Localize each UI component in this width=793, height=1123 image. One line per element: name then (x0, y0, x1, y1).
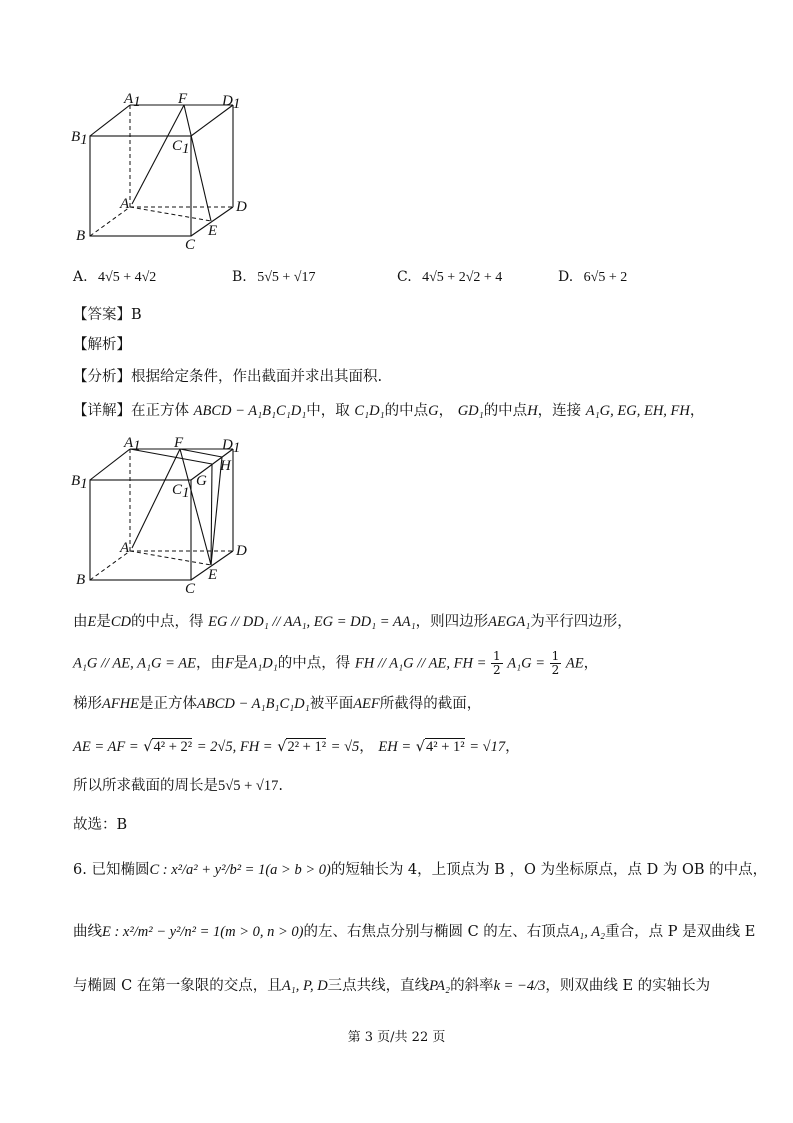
detail-seg1: C₁D₁ (354, 403, 385, 419)
l1-t3: 的中点，得 (131, 614, 204, 630)
detail-text-3: 的中点 (384, 403, 429, 419)
l2-t1: ，由 (195, 655, 225, 672)
label-b: B (76, 228, 86, 244)
l1-t4: ，则四边形 (415, 614, 489, 630)
l2-t4: ， (583, 655, 599, 672)
label2-g: G (196, 473, 207, 489)
label-c1: C1 (172, 138, 190, 157)
q6-ellipse: C : x²/a² + y²/b² = 1(a > b > 0) (149, 862, 331, 878)
detail-seg2: GD₁ (457, 403, 484, 419)
option-b-value: 5√5 + √17 (257, 270, 316, 285)
l3-trap: AFHE (102, 696, 140, 712)
label2-a1: A1 (124, 435, 141, 454)
detail-text-1: 在正方体 (131, 403, 189, 419)
q6-a1a2: A₁, A₂ (570, 924, 606, 940)
l2-seg: A₁D₁ (248, 655, 278, 672)
detail-h: H (527, 403, 538, 419)
cube2-line-fh (180, 449, 222, 457)
detail-text-5: 的中点 (483, 403, 528, 419)
l4-eq1: = 2√5, FH = (196, 739, 273, 755)
l4-sqrt-3: √4² + 1² (415, 739, 465, 755)
label-c: C (185, 237, 196, 252)
cube2-line-af (132, 449, 180, 548)
cube2-hidden-ae (130, 551, 211, 565)
l1-cd: CD (110, 614, 132, 630)
label2-e: E (208, 567, 218, 583)
detail-text-7: ， (689, 403, 705, 419)
label2-d: D (236, 543, 247, 559)
option-c-label: C. (397, 269, 412, 285)
label2-c1: C1 (172, 482, 190, 501)
l2-frac-1: $\frac{1}{2}$ (492, 649, 501, 677)
cube1-edge-c1d1 (191, 105, 233, 136)
label-f: F (178, 92, 188, 107)
l1-t2: 是 (96, 614, 111, 630)
q6-l1-b: 的短轴长为 4，上顶点为 B ，O 为坐标原点，点 D 为 OB 的中点， (330, 862, 768, 878)
fenxi-text: 根据给定条件，作出截面并求出其面积. (131, 369, 383, 385)
cube-figure-1 (70, 92, 260, 252)
q6-apd: A₁, P, D (281, 978, 328, 994)
l2-t2: 是 (233, 655, 249, 672)
l1-e: E (87, 614, 97, 630)
cube1-hidden-ae (130, 207, 211, 221)
cube1-line-fe (184, 105, 211, 221)
l2-ae: AE (565, 655, 584, 672)
detail-tag: 【详解】 (73, 403, 131, 419)
q6-line-1 (73, 860, 767, 880)
fenxi-tag: 【分析】 (73, 369, 131, 385)
l4-eq2: = √5 (330, 739, 360, 755)
cube-figure-2 (70, 433, 260, 598)
cube2-line-a1g (130, 449, 212, 464)
label-e: E (208, 223, 218, 239)
l5-val: 5√5 + √17 (218, 778, 279, 794)
l4-sqrt-1: √4² + 2² (143, 739, 193, 755)
option-a-value: 4√5 + 4√2 (98, 270, 157, 285)
solution-line-4 (73, 737, 520, 757)
label-d: D (236, 199, 247, 215)
answer-line (73, 305, 142, 325)
label-d1: D1 (222, 93, 241, 112)
choose-line: 故选：B (73, 817, 128, 833)
l2-expr1: A₁G // AE, A₁G = AE (73, 655, 196, 672)
option-a[interactable] (73, 267, 156, 288)
option-c[interactable] (397, 267, 502, 288)
label2-a: A (120, 540, 130, 556)
option-a-label: A. (73, 269, 88, 285)
option-b-label: B. (232, 269, 247, 285)
solution-line-1 (73, 612, 632, 632)
solution-line-3 (73, 694, 481, 714)
label-a1: A1 (124, 92, 141, 110)
q6-l3-c: 的斜率 (450, 978, 494, 994)
page-footer: 第 3 页/共 22 页 (347, 1030, 446, 1045)
q6-slope: k = −4/3 (493, 978, 546, 994)
option-d[interactable] (558, 267, 627, 288)
solution-line-5 (73, 776, 283, 796)
l4-eh: EH = (378, 739, 412, 755)
q6-line-3 (73, 976, 710, 996)
detail-text-6: ，连接 (537, 403, 582, 419)
label2-c: C (185, 581, 196, 597)
cube2-edge-b1a1 (90, 449, 130, 480)
l5-end: . (278, 778, 283, 794)
label2-b1: B1 (71, 473, 88, 492)
q6-l3-d: ，则双曲线 E 的实轴长为 (545, 978, 711, 994)
label-b1: B1 (71, 129, 88, 148)
l2-f: F (224, 655, 234, 672)
l2-t3: 的中点，得 (277, 655, 351, 672)
label2-b: B (76, 572, 86, 588)
cube2-line-fe (180, 449, 211, 565)
l3-t1: 梯形 (73, 696, 102, 712)
option-c-value: 4√5 + 2√2 + 4 (422, 270, 503, 285)
q6-hyper: E : x²/m² − y²/n² = 1(m > 0, n > 0) (102, 924, 304, 940)
cube2-line-ge (211, 464, 212, 565)
l1-t1: 由 (73, 614, 88, 630)
l1-expr: EG // DD₁ // AA₁, EG = DD₁ = AA₁ (208, 614, 416, 630)
l4-sqrt-2: √2² + 1² (277, 739, 327, 755)
q6-l2-b: 的左、右焦点分别与椭圆 C 的左、右顶点 (303, 924, 571, 940)
answer-tag: 【答案】 (73, 307, 131, 323)
q6-line-2 (73, 922, 755, 942)
l4-sep: ， (359, 739, 374, 755)
q6-l2-a: 曲线 (73, 924, 102, 940)
fenxi-line (73, 367, 382, 387)
detail-g: G (428, 403, 439, 419)
cube1-line-af (132, 105, 184, 204)
l1-quad: AEGA₁ (488, 614, 531, 630)
detail-text-4: ， (438, 403, 454, 419)
l4-eq3: = √17 (469, 739, 506, 755)
cube1-edge-b1a1 (90, 105, 130, 136)
answer-value: B (131, 307, 142, 323)
l4-end: ， (505, 739, 520, 755)
l1-t5: 为平行四边形， (530, 614, 632, 630)
l3-plane: AEF (353, 696, 380, 712)
q6-l3-a: 与椭圆 C 在第一象限的交点，且 (73, 978, 282, 994)
option-b[interactable] (232, 267, 315, 288)
l3-t2: 是正方体 (139, 696, 198, 712)
q6-pa2: PA₂ (429, 978, 451, 994)
l4-lhs: AE = AF = (73, 739, 139, 755)
q6-l3-b: 三点共线，直线 (327, 978, 430, 994)
l3-t4: 所截得的截面， (379, 696, 482, 712)
l2-expr2: FH // A₁G // AE, FH = (354, 655, 487, 672)
detail-text-2: 中，取 (306, 403, 350, 419)
option-d-label: D. (558, 269, 574, 285)
label2-h: H (220, 458, 231, 474)
l3-cube: ABCD − A₁B₁C₁D₁ (197, 696, 310, 712)
l2-frac-2: $\frac{1}{2}$ (551, 649, 560, 677)
detail-links: A₁G, EG, EH, FH (585, 403, 690, 419)
option-d-value: 6√5 + 2 (583, 270, 628, 285)
q6-l1-a: 6. 已知椭圆 (73, 862, 150, 878)
label2-d1: D1 (222, 437, 241, 456)
l2-a1g: A₁G = (507, 655, 546, 672)
l3-t3: 被平面 (309, 696, 354, 712)
analysis-tag: 【解析】 (73, 337, 131, 353)
label-a: A (120, 196, 130, 212)
label2-f: F (174, 435, 184, 451)
l5-t1: 所以所求截面的周长是 (73, 778, 218, 794)
detail-cube: ABCD − A₁B₁C₁D₁ (193, 403, 307, 419)
detail-line (73, 401, 704, 421)
solution-line-2 (73, 650, 598, 677)
q6-l2-c: 重合，点 P 是双曲线 E (605, 924, 756, 940)
